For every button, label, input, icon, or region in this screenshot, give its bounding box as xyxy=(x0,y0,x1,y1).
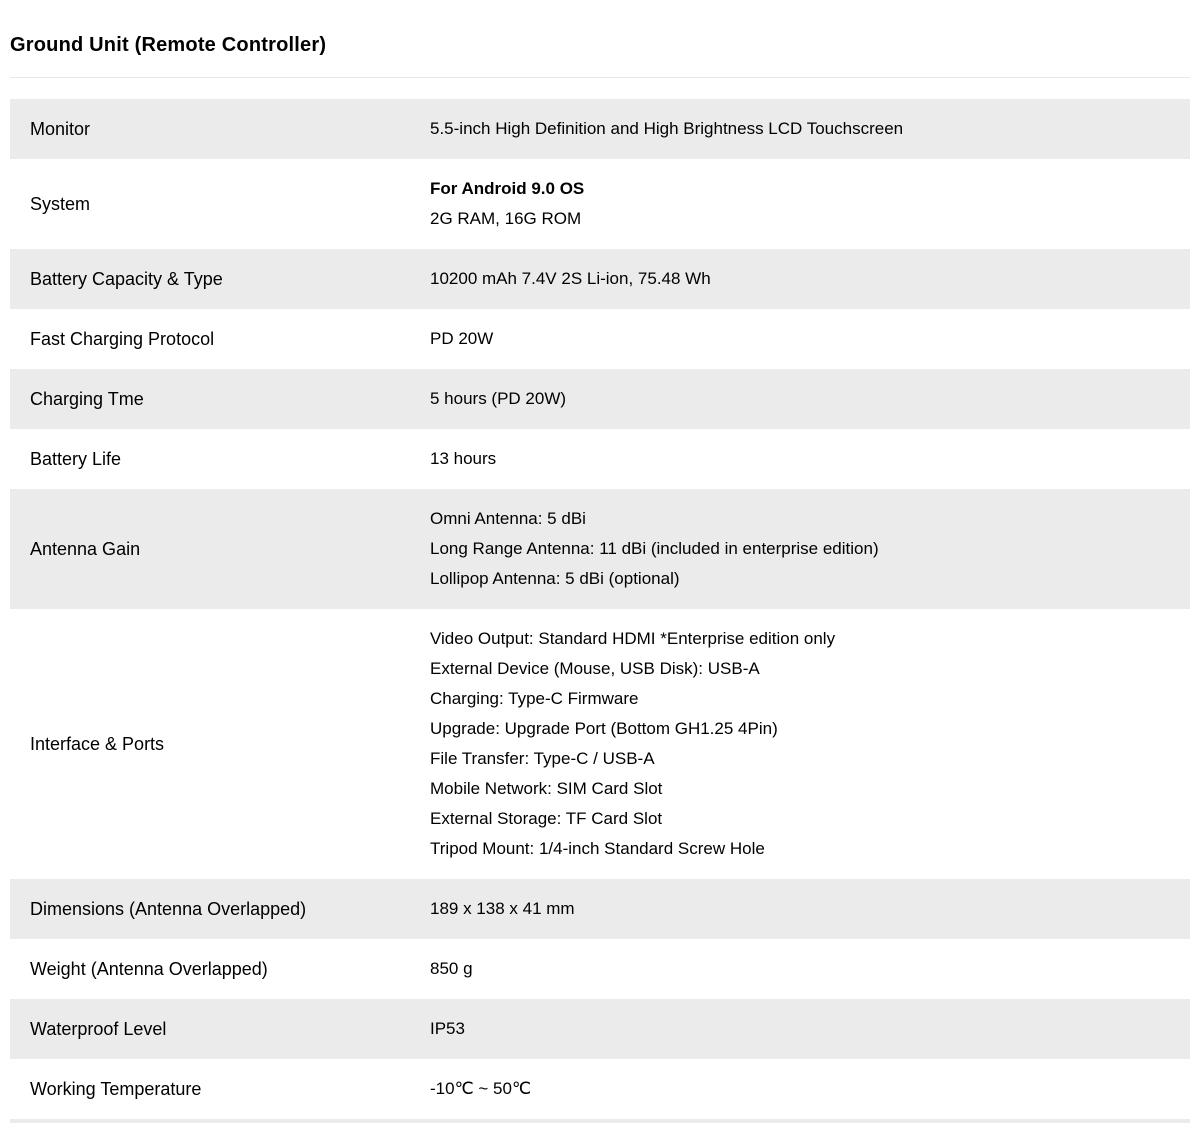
value-line: -10℃ ~ 50℃ xyxy=(430,1079,532,1098)
row-label: Weight (Antenna Overlapped) xyxy=(30,959,268,979)
row-label: Battery Capacity & Type xyxy=(30,269,223,289)
row-value xyxy=(430,894,1190,924)
page-title: Ground Unit (Remote Controller) xyxy=(10,34,327,56)
value-line: For Android 9.0 OS xyxy=(430,179,585,198)
value-line: 189 x 138 x 41 mm xyxy=(430,899,575,918)
row-value xyxy=(430,114,1190,144)
table-row xyxy=(10,369,1190,429)
title-divider xyxy=(10,77,1190,78)
table-row xyxy=(10,939,1190,999)
table-row xyxy=(10,609,1190,879)
table-row xyxy=(10,159,1190,249)
table-row xyxy=(10,999,1190,1059)
row-label: Working Temperature xyxy=(30,1079,202,1099)
row-label: Dimensions (Antenna Overlapped) xyxy=(30,899,307,919)
row-value xyxy=(430,384,1190,414)
row-label: Monitor xyxy=(30,119,91,139)
value-line: External Storage: TF Card Slot xyxy=(430,809,663,828)
value-line: Mobile Network: SIM Card Slot xyxy=(430,779,663,798)
table-row xyxy=(10,249,1190,309)
row-value xyxy=(430,264,1190,294)
value-line: 5 hours (PD 20W) xyxy=(430,389,567,408)
row-label: Antenna Gain xyxy=(30,539,141,559)
next-row-strip xyxy=(10,1119,1190,1123)
value-line: 5.5-inch High Definition and High Brightness LCD Touchscreen xyxy=(430,119,904,138)
value-line: Tripod Mount: 1/4-inch Standard Screw Hole xyxy=(430,839,765,858)
row-value xyxy=(430,954,1190,984)
spec-table xyxy=(10,99,1190,1119)
row-label: Waterproof Level xyxy=(30,1019,167,1039)
table-row xyxy=(10,489,1190,609)
row-label: Charging Tme xyxy=(30,389,144,409)
row-value xyxy=(430,624,1190,864)
row-label: Interface & Ports xyxy=(30,734,165,754)
value-line: 10200 mAh 7.4V 2S Li-ion, 75.48 Wh xyxy=(430,269,711,288)
value-line: 850 g xyxy=(430,959,473,978)
table-row xyxy=(10,309,1190,369)
row-value xyxy=(430,504,1190,594)
value-line: File Transfer: Type-C / USB-A xyxy=(430,749,655,768)
value-line: 13 hours xyxy=(430,449,497,468)
table-row xyxy=(10,99,1190,159)
row-value xyxy=(430,1014,1190,1044)
value-line: Charging: Type-C Firmware xyxy=(430,689,639,708)
value-line: Video Output: Standard HDMI *Enterprise edition only xyxy=(430,629,836,648)
table-row xyxy=(10,879,1190,939)
table-row xyxy=(10,429,1190,489)
value-line: Omni Antenna: 5 dBi xyxy=(430,509,586,528)
row-label: System xyxy=(30,194,91,214)
value-line: IP53 xyxy=(430,1019,465,1038)
value-line: Upgrade: Upgrade Port (Bottom GH1.25 4Pin) xyxy=(430,719,778,738)
value-line: External Device (Mouse, USB Disk): USB-A xyxy=(430,659,760,678)
row-label: Fast Charging Protocol xyxy=(30,329,215,349)
row-label: Battery Life xyxy=(30,449,122,469)
value-line: 2G RAM, 16G ROM xyxy=(430,209,582,228)
value-line: PD 20W xyxy=(430,329,494,348)
row-value xyxy=(430,1074,1190,1104)
table-row xyxy=(10,1059,1190,1119)
row-value xyxy=(430,444,1190,474)
row-value xyxy=(430,174,1190,234)
value-line: Lollipop Antenna: 5 dBi (optional) xyxy=(430,569,680,588)
value-line: Long Range Antenna: 11 dBi (included in enterprise edition) xyxy=(430,539,879,558)
row-value xyxy=(430,324,1190,354)
